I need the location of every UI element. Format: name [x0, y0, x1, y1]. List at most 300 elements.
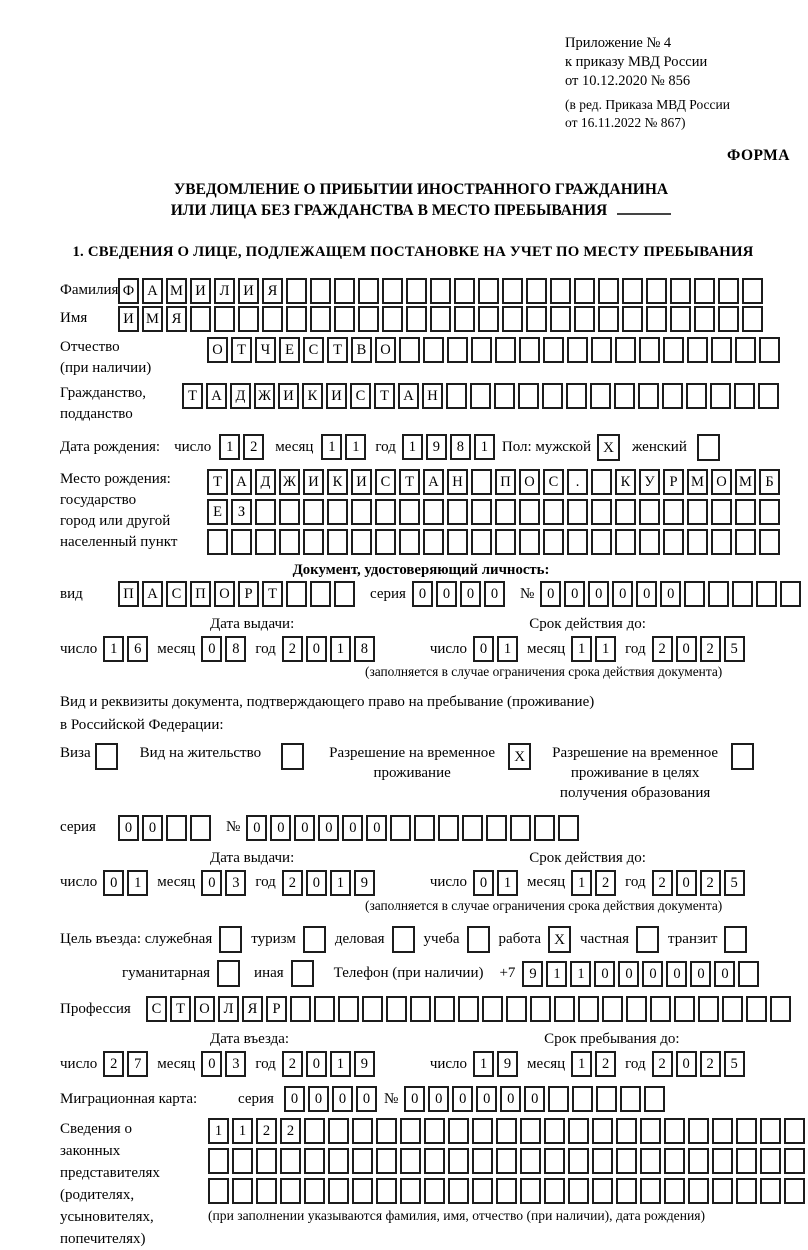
char-cell[interactable] [687, 499, 708, 525]
char-cell[interactable] [471, 337, 492, 363]
char-cell[interactable] [644, 1086, 665, 1112]
char-cell[interactable] [543, 529, 564, 555]
purpose-study-checkbox[interactable] [467, 926, 490, 953]
char-cell[interactable] [590, 383, 611, 409]
char-cell[interactable]: С [303, 337, 324, 363]
char-cell[interactable]: 0 [676, 636, 697, 662]
char-cell[interactable] [478, 278, 499, 304]
char-cell[interactable] [304, 1148, 325, 1174]
char-cell[interactable] [279, 529, 300, 555]
char-cell[interactable] [423, 529, 444, 555]
char-cell[interactable] [735, 499, 756, 525]
purpose-official-checkbox[interactable] [219, 926, 242, 953]
char-cell[interactable] [430, 306, 451, 332]
char-cell[interactable]: З [231, 499, 252, 525]
char-cell[interactable] [310, 278, 331, 304]
char-cell[interactable]: 0 [412, 581, 433, 607]
char-cell[interactable] [568, 1118, 589, 1144]
char-cell[interactable] [670, 278, 691, 304]
char-cell[interactable] [414, 815, 435, 841]
char-cell[interactable] [591, 337, 612, 363]
char-cell[interactable]: Т [327, 337, 348, 363]
char-cell[interactable]: 0 [524, 1086, 545, 1112]
char-cell[interactable]: 0 [436, 581, 457, 607]
char-cell[interactable]: 2 [595, 870, 616, 896]
char-cell[interactable]: 0 [103, 870, 124, 896]
char-cell[interactable] [736, 1118, 757, 1144]
char-cell[interactable] [400, 1118, 421, 1144]
char-cell[interactable]: 2 [652, 870, 673, 896]
char-cell[interactable] [784, 1118, 805, 1144]
char-cell[interactable]: 3 [225, 870, 246, 896]
char-cell[interactable] [592, 1148, 613, 1174]
char-cell[interactable] [574, 306, 595, 332]
char-cell[interactable] [358, 278, 379, 304]
char-cell[interactable] [518, 383, 539, 409]
char-cell[interactable] [591, 499, 612, 525]
char-cell[interactable]: И [190, 278, 211, 304]
char-cell[interactable] [650, 996, 671, 1022]
char-cell[interactable]: К [302, 383, 323, 409]
char-cell[interactable] [375, 529, 396, 555]
char-cell[interactable]: И [351, 469, 372, 495]
char-cell[interactable] [568, 1148, 589, 1174]
char-cell[interactable] [471, 529, 492, 555]
char-cell[interactable]: 0 [460, 581, 481, 607]
char-cell[interactable] [286, 306, 307, 332]
char-cell[interactable] [663, 499, 684, 525]
char-cell[interactable] [686, 383, 707, 409]
char-cell[interactable]: 1 [330, 870, 351, 896]
char-cell[interactable] [592, 1178, 613, 1204]
char-cell[interactable]: 1 [103, 636, 124, 662]
char-cell[interactable]: А [142, 278, 163, 304]
char-cell[interactable] [735, 337, 756, 363]
char-cell[interactable] [742, 306, 763, 332]
char-cell[interactable] [352, 1178, 373, 1204]
sex-male-checkbox[interactable]: X [597, 434, 620, 461]
char-cell[interactable] [708, 581, 729, 607]
char-cell[interactable] [382, 306, 403, 332]
char-cell[interactable]: 0 [306, 1051, 327, 1077]
char-cell[interactable]: Д [230, 383, 251, 409]
char-cell[interactable] [520, 1118, 541, 1144]
char-cell[interactable]: 1 [330, 636, 351, 662]
char-cell[interactable] [496, 1148, 517, 1174]
char-cell[interactable]: А [423, 469, 444, 495]
char-cell[interactable]: М [687, 469, 708, 495]
char-cell[interactable]: 0 [564, 581, 585, 607]
char-cell[interactable]: Р [266, 996, 287, 1022]
char-cell[interactable]: 1 [571, 636, 592, 662]
char-cell[interactable] [718, 278, 739, 304]
char-cell[interactable] [784, 1148, 805, 1174]
char-cell[interactable] [646, 278, 667, 304]
char-cell[interactable] [520, 1148, 541, 1174]
char-cell[interactable] [694, 278, 715, 304]
char-cell[interactable] [687, 337, 708, 363]
char-cell[interactable] [598, 278, 619, 304]
char-cell[interactable]: Т [262, 581, 283, 607]
char-cell[interactable] [784, 1178, 805, 1204]
char-cell[interactable] [530, 996, 551, 1022]
char-cell[interactable] [410, 996, 431, 1022]
char-cell[interactable]: 0 [676, 1051, 697, 1077]
char-cell[interactable]: 2 [103, 1051, 124, 1077]
char-cell[interactable] [382, 278, 403, 304]
char-cell[interactable] [448, 1178, 469, 1204]
char-cell[interactable]: 0 [201, 636, 222, 662]
char-cell[interactable]: 0 [666, 961, 687, 987]
char-cell[interactable] [334, 278, 355, 304]
char-cell[interactable] [616, 1118, 637, 1144]
char-cell[interactable] [375, 499, 396, 525]
char-cell[interactable] [454, 306, 475, 332]
char-cell[interactable]: П [495, 469, 516, 495]
char-cell[interactable]: 1 [402, 434, 423, 460]
temp-residence-edu-checkbox[interactable] [731, 743, 754, 770]
char-cell[interactable]: 2 [652, 1051, 673, 1077]
char-cell[interactable] [506, 996, 527, 1022]
char-cell[interactable] [760, 1118, 781, 1144]
char-cell[interactable]: 0 [428, 1086, 449, 1112]
char-cell[interactable] [434, 996, 455, 1022]
char-cell[interactable]: Е [207, 499, 228, 525]
char-cell[interactable]: 1 [127, 870, 148, 896]
char-cell[interactable]: Р [238, 581, 259, 607]
char-cell[interactable]: 0 [642, 961, 663, 987]
purpose-tourism-checkbox[interactable] [303, 926, 326, 953]
char-cell[interactable] [544, 1148, 565, 1174]
char-cell[interactable] [280, 1148, 301, 1174]
char-cell[interactable] [208, 1148, 229, 1174]
char-cell[interactable] [722, 996, 743, 1022]
char-cell[interactable]: 5 [724, 1051, 745, 1077]
char-cell[interactable] [376, 1178, 397, 1204]
char-cell[interactable] [592, 1118, 613, 1144]
char-cell[interactable]: О [207, 337, 228, 363]
char-cell[interactable]: 0 [660, 581, 681, 607]
char-cell[interactable]: С [350, 383, 371, 409]
char-cell[interactable]: 2 [256, 1118, 277, 1144]
char-cell[interactable]: Ч [255, 337, 276, 363]
char-cell[interactable] [256, 1148, 277, 1174]
char-cell[interactable]: 0 [294, 815, 315, 841]
char-cell[interactable]: 0 [366, 815, 387, 841]
char-cell[interactable] [734, 383, 755, 409]
char-cell[interactable] [399, 337, 420, 363]
char-cell[interactable] [280, 1178, 301, 1204]
char-cell[interactable]: С [166, 581, 187, 607]
purpose-business-checkbox[interactable] [392, 926, 415, 953]
char-cell[interactable]: П [118, 581, 139, 607]
char-cell[interactable]: Т [182, 383, 203, 409]
char-cell[interactable] [352, 1148, 373, 1174]
char-cell[interactable] [759, 337, 780, 363]
char-cell[interactable]: 0 [118, 815, 139, 841]
char-cell[interactable]: Ж [254, 383, 275, 409]
char-cell[interactable] [352, 1118, 373, 1144]
char-cell[interactable] [406, 278, 427, 304]
char-cell[interactable]: 1 [595, 636, 616, 662]
char-cell[interactable] [424, 1118, 445, 1144]
char-cell[interactable]: М [166, 278, 187, 304]
char-cell[interactable]: 1 [219, 434, 240, 460]
char-cell[interactable]: А [142, 581, 163, 607]
char-cell[interactable] [400, 1148, 421, 1174]
char-cell[interactable]: 2 [280, 1118, 301, 1144]
char-cell[interactable] [399, 529, 420, 555]
char-cell[interactable]: О [711, 469, 732, 495]
char-cell[interactable]: 3 [225, 1051, 246, 1077]
char-cell[interactable]: Д [255, 469, 276, 495]
char-cell[interactable] [502, 278, 523, 304]
char-cell[interactable] [543, 499, 564, 525]
char-cell[interactable]: 0 [452, 1086, 473, 1112]
char-cell[interactable]: Т [207, 469, 228, 495]
char-cell[interactable] [303, 529, 324, 555]
char-cell[interactable] [688, 1148, 709, 1174]
visa-checkbox[interactable] [95, 743, 118, 770]
char-cell[interactable]: И [118, 306, 139, 332]
char-cell[interactable] [759, 529, 780, 555]
char-cell[interactable]: 5 [724, 636, 745, 662]
residence-permit-checkbox[interactable] [281, 743, 304, 770]
char-cell[interactable]: А [206, 383, 227, 409]
char-cell[interactable]: Л [218, 996, 239, 1022]
char-cell[interactable]: 1 [570, 961, 591, 987]
char-cell[interactable] [736, 1148, 757, 1174]
char-cell[interactable] [620, 1086, 641, 1112]
char-cell[interactable]: 8 [354, 636, 375, 662]
char-cell[interactable]: 8 [225, 636, 246, 662]
char-cell[interactable]: 0 [618, 961, 639, 987]
char-cell[interactable] [286, 581, 307, 607]
char-cell[interactable] [770, 996, 791, 1022]
sex-female-checkbox[interactable] [697, 434, 720, 461]
char-cell[interactable] [591, 469, 612, 495]
char-cell[interactable]: 0 [612, 581, 633, 607]
char-cell[interactable] [694, 306, 715, 332]
char-cell[interactable]: А [231, 469, 252, 495]
char-cell[interactable] [732, 581, 753, 607]
char-cell[interactable] [758, 383, 779, 409]
char-cell[interactable]: 0 [690, 961, 711, 987]
char-cell[interactable] [472, 1178, 493, 1204]
char-cell[interactable]: Т [170, 996, 191, 1022]
char-cell[interactable] [663, 337, 684, 363]
char-cell[interactable] [334, 581, 355, 607]
char-cell[interactable] [482, 996, 503, 1022]
char-cell[interactable] [255, 499, 276, 525]
char-cell[interactable]: Н [447, 469, 468, 495]
char-cell[interactable] [458, 996, 479, 1022]
char-cell[interactable] [711, 337, 732, 363]
char-cell[interactable] [400, 1178, 421, 1204]
char-cell[interactable]: П [190, 581, 211, 607]
char-cell[interactable] [406, 306, 427, 332]
char-cell[interactable] [423, 337, 444, 363]
char-cell[interactable] [310, 581, 331, 607]
char-cell[interactable] [495, 337, 516, 363]
char-cell[interactable]: 2 [595, 1051, 616, 1077]
char-cell[interactable]: С [146, 996, 167, 1022]
char-cell[interactable] [664, 1178, 685, 1204]
char-cell[interactable]: 1 [232, 1118, 253, 1144]
char-cell[interactable]: 0 [588, 581, 609, 607]
char-cell[interactable]: О [214, 581, 235, 607]
char-cell[interactable] [447, 529, 468, 555]
char-cell[interactable]: 1 [345, 434, 366, 460]
char-cell[interactable] [338, 996, 359, 1022]
char-cell[interactable] [286, 278, 307, 304]
char-cell[interactable] [568, 1178, 589, 1204]
char-cell[interactable] [328, 1118, 349, 1144]
char-cell[interactable] [310, 306, 331, 332]
char-cell[interactable] [663, 529, 684, 555]
char-cell[interactable] [447, 499, 468, 525]
char-cell[interactable] [478, 306, 499, 332]
char-cell[interactable] [615, 337, 636, 363]
char-cell[interactable] [190, 306, 211, 332]
char-cell[interactable] [279, 499, 300, 525]
char-cell[interactable]: 0 [356, 1086, 377, 1112]
char-cell[interactable]: С [375, 469, 396, 495]
char-cell[interactable] [423, 499, 444, 525]
char-cell[interactable]: 9 [426, 434, 447, 460]
char-cell[interactable]: 2 [282, 870, 303, 896]
char-cell[interactable]: 0 [142, 815, 163, 841]
char-cell[interactable] [495, 499, 516, 525]
purpose-private-checkbox[interactable] [636, 926, 659, 953]
char-cell[interactable]: 0 [540, 581, 561, 607]
char-cell[interactable] [304, 1178, 325, 1204]
char-cell[interactable] [486, 815, 507, 841]
char-cell[interactable]: 1 [571, 870, 592, 896]
char-cell[interactable] [760, 1178, 781, 1204]
char-cell[interactable] [231, 529, 252, 555]
char-cell[interactable]: 9 [497, 1051, 518, 1077]
char-cell[interactable] [362, 996, 383, 1022]
char-cell[interactable]: Ж [279, 469, 300, 495]
char-cell[interactable] [304, 1118, 325, 1144]
char-cell[interactable] [622, 306, 643, 332]
char-cell[interactable]: О [519, 469, 540, 495]
char-cell[interactable] [534, 815, 555, 841]
char-cell[interactable]: 0 [636, 581, 657, 607]
temp-residence-checkbox[interactable]: X [508, 743, 531, 770]
char-cell[interactable]: 0 [201, 870, 222, 896]
char-cell[interactable]: 0 [714, 961, 735, 987]
char-cell[interactable]: 2 [282, 1051, 303, 1077]
char-cell[interactable] [376, 1148, 397, 1174]
char-cell[interactable] [566, 383, 587, 409]
char-cell[interactable] [567, 337, 588, 363]
char-cell[interactable] [519, 499, 540, 525]
char-cell[interactable] [327, 499, 348, 525]
char-cell[interactable]: Е [279, 337, 300, 363]
char-cell[interactable] [684, 581, 705, 607]
char-cell[interactable] [687, 529, 708, 555]
char-cell[interactable] [736, 1178, 757, 1204]
char-cell[interactable]: 0 [306, 636, 327, 662]
char-cell[interactable]: 9 [354, 1051, 375, 1077]
char-cell[interactable] [602, 996, 623, 1022]
char-cell[interactable]: И [238, 278, 259, 304]
char-cell[interactable] [567, 499, 588, 525]
char-cell[interactable] [232, 1148, 253, 1174]
char-cell[interactable]: Т [231, 337, 252, 363]
char-cell[interactable]: 2 [243, 434, 264, 460]
char-cell[interactable] [255, 529, 276, 555]
char-cell[interactable] [462, 815, 483, 841]
char-cell[interactable]: М [142, 306, 163, 332]
char-cell[interactable] [424, 1178, 445, 1204]
char-cell[interactable]: 2 [700, 870, 721, 896]
char-cell[interactable]: 0 [676, 870, 697, 896]
char-cell[interactable] [447, 337, 468, 363]
char-cell[interactable] [399, 499, 420, 525]
char-cell[interactable] [698, 996, 719, 1022]
char-cell[interactable]: Я [242, 996, 263, 1022]
char-cell[interactable] [554, 996, 575, 1022]
char-cell[interactable] [448, 1118, 469, 1144]
char-cell[interactable] [718, 306, 739, 332]
char-cell[interactable]: 1 [497, 636, 518, 662]
char-cell[interactable]: Н [422, 383, 443, 409]
char-cell[interactable] [742, 278, 763, 304]
char-cell[interactable] [674, 996, 695, 1022]
char-cell[interactable] [688, 1178, 709, 1204]
char-cell[interactable] [712, 1178, 733, 1204]
char-cell[interactable]: А [398, 383, 419, 409]
purpose-work-checkbox[interactable]: X [548, 926, 571, 953]
char-cell[interactable] [327, 529, 348, 555]
purpose-other-checkbox[interactable] [291, 960, 314, 987]
char-cell[interactable]: 0 [484, 581, 505, 607]
char-cell[interactable] [207, 529, 228, 555]
char-cell[interactable]: 6 [127, 636, 148, 662]
char-cell[interactable]: 1 [473, 1051, 494, 1077]
char-cell[interactable] [711, 499, 732, 525]
char-cell[interactable] [558, 815, 579, 841]
char-cell[interactable] [598, 306, 619, 332]
char-cell[interactable] [424, 1148, 445, 1174]
char-cell[interactable] [446, 383, 467, 409]
char-cell[interactable] [544, 1118, 565, 1144]
char-cell[interactable] [390, 815, 411, 841]
char-cell[interactable] [638, 383, 659, 409]
char-cell[interactable]: 1 [497, 870, 518, 896]
char-cell[interactable]: С [543, 469, 564, 495]
char-cell[interactable] [614, 383, 635, 409]
char-cell[interactable] [596, 1086, 617, 1112]
char-cell[interactable]: 0 [318, 815, 339, 841]
char-cell[interactable] [214, 306, 235, 332]
char-cell[interactable] [334, 306, 355, 332]
char-cell[interactable]: О [194, 996, 215, 1022]
char-cell[interactable] [711, 529, 732, 555]
char-cell[interactable] [303, 499, 324, 525]
char-cell[interactable] [640, 1178, 661, 1204]
char-cell[interactable] [688, 1118, 709, 1144]
char-cell[interactable]: 1 [546, 961, 567, 987]
char-cell[interactable]: 1 [474, 434, 495, 460]
char-cell[interactable] [639, 499, 660, 525]
char-cell[interactable] [328, 1178, 349, 1204]
char-cell[interactable] [616, 1148, 637, 1174]
char-cell[interactable] [470, 383, 491, 409]
